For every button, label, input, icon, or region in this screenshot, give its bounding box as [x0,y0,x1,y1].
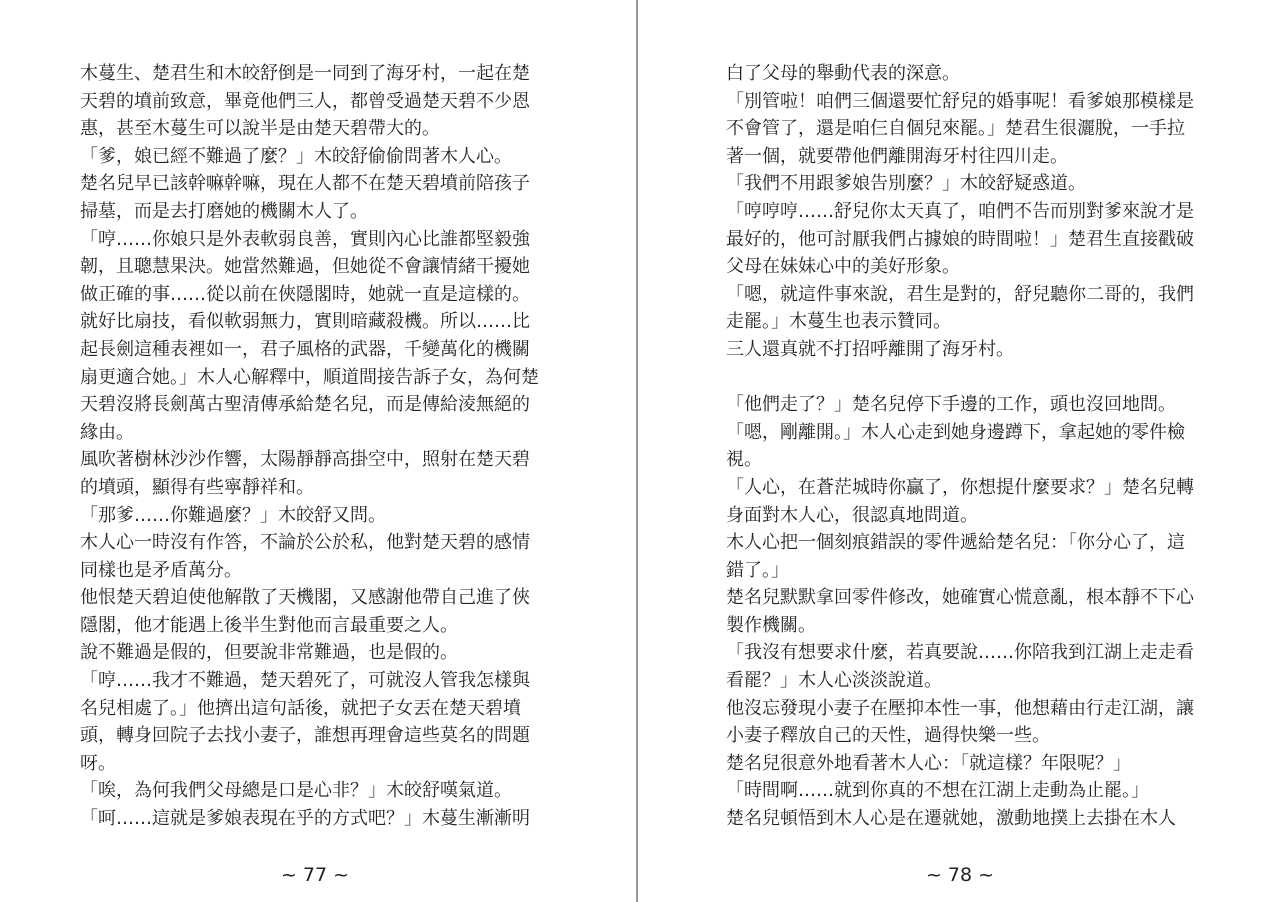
paragraph: 他沒忘發現小妻子在壓抑本性一事，他想藉由行走江湖，讓小妻子釋放自己的天性，過得快樂一些。 [726,697,1194,747]
page-number-right: ~ 78 ~ [925,864,995,886]
paragraph: 楚名兒默默拿回零件修改，她確實心慌意亂，根本靜不下心製作機關。 [726,587,1194,636]
paragraph: 三人還真就不打招呼離開了海牙村。 [726,338,1014,360]
paragraph: 「爹，娘已經不難過了麼？」木皎舒偷偷問著木人心。 [80,145,512,167]
paragraph: 「哼哼哼……舒兒你太天真了，咱們不告而別對爹來說才是最好的，他可討厭我們占據娘的時間啦！」楚君生直接戳破父母在妹妹心中的美好形象。 [726,200,1194,278]
paragraph: 「哼……你娘只是外表軟弱良善，實則內心比誰都堅毅強韌，且聰慧果決。她當然難過，但她從不會讓情緒干擾她做正確的事……從以前在俠隱閣時，她就一直是這樣的。就好比扇技，看似軟弱無力，實則暗藏殺機。所以……比起長劍這種表裡如一，君子風格的武器，千變萬化的機關扇更適合她。」木人心解釋中，順道間接告訴子女，為何楚天碧沒將長劍萬古聖清傳承給楚名兒，而是傳給淩無絕的緣由。 [80,228,539,443]
paragraph: 「那爹……你難過麼？」木皎舒又問。 [80,504,386,526]
paragraph: 木蔓生、楚君生和木皎舒倒是一同到了海牙村，一起在楚天碧的墳前致意，畢竟他們三人，都曾受過楚天碧不少恩惠，甚至木蔓生可以說半是由楚天碧帶大的。 [80,63,530,140]
paragraph: 「我沒有想要求什麼，若真要說……你陪我到江湖上走走看看罷？」木人心淡淡說道。 [726,642,1194,692]
paragraph: 「他們走了？」楚名兒停下手邊的工作，頭也沒回地問。 [726,394,1176,416]
blank-line [726,364,1196,392]
paragraph: 「嗯，剛離開。」木人心走到她身邊蹲下，拿起她的零件檢視。 [726,421,1185,471]
paragraph: 楚名兒很意外地看著木人心：「就這樣？年限呢？」 [726,752,1131,774]
paragraph: 「時間啊……就到你真的不想在江湖上走動為止罷。」 [726,780,1149,802]
paragraph: 楚名兒早已該幹嘛幹嘛，現在人都不在楚天碧墳前陪孩子掃墓，而是去打磨她的機關木人了。 [80,173,530,222]
paragraph: 「哼……我才不難過，楚天碧死了，可就沒人管我怎樣與名兒相處了。」他擠出這句話後，就把子女丟在楚天碧墳頭，轉身回院子去找小妻子，誰想再理會這些莫名的問題呀。 [80,670,530,774]
paragraph: 「唉，為何我們父母總是口是心非？」木皎舒嘆氣道。 [80,780,512,802]
paragraph: 白了父母的舉動代表的深意。 [726,63,960,84]
right-page [638,0,1280,902]
paragraph: 「我們不用跟爹娘告別麼？」木皎舒疑惑道。 [726,173,1086,195]
paragraph: 「別管啦！咱們三個還要忙舒兒的婚事呢！看爹娘那模樣是不會管了，還是咱仨自個兒來罷。」楚君生很灑脫，一手拉著一個，就要帶他們離開海牙村往四川走。 [726,90,1194,167]
left-page [0,0,636,902]
paragraph: 「人心，在蒼茫城時你贏了，你想提什麼要求？」楚名兒轉身面對木人心，很認真地問道。 [726,476,1194,526]
paragraph: 楚名兒頓悟到木人心是在遷就她，激動地撲上去掛在木人 [726,808,1176,830]
paragraph: 木人心把一個刻痕錯誤的零件遞給楚名兒：「你分心了，這錯了。」 [726,532,1185,581]
paragraph: 他恨楚天碧迫使他解散了天機閣，又感謝他帶自己進了俠隱閣，他才能遇上後半生對他而言最重要之人。 [80,587,530,636]
paragraph: 木人心一時沒有作答，不論於公於私，他對楚天碧的感情同樣也是矛盾萬分。 [80,532,530,581]
page-number-left: ~ 77 ~ [280,864,350,886]
paragraph: 風吹著樹林沙沙作響，太陽靜靜高掛空中，照射在楚天碧的墳頭，顯得有些寧靜祥和。 [80,449,530,498]
left-page-text [80,60,542,833]
paragraph: 說不難過是假的，但要說非常難過，也是假的。 [80,642,458,664]
right-page-text [726,60,1196,833]
paragraph: 「呵……這就是爹娘表現在乎的方式吧？」木蔓生漸漸明 [80,808,530,830]
paragraph: 「嗯，就這件事來說，君生是對的，舒兒聽你二哥的，我們走罷。」木蔓生也表示贊同。 [726,283,1194,333]
